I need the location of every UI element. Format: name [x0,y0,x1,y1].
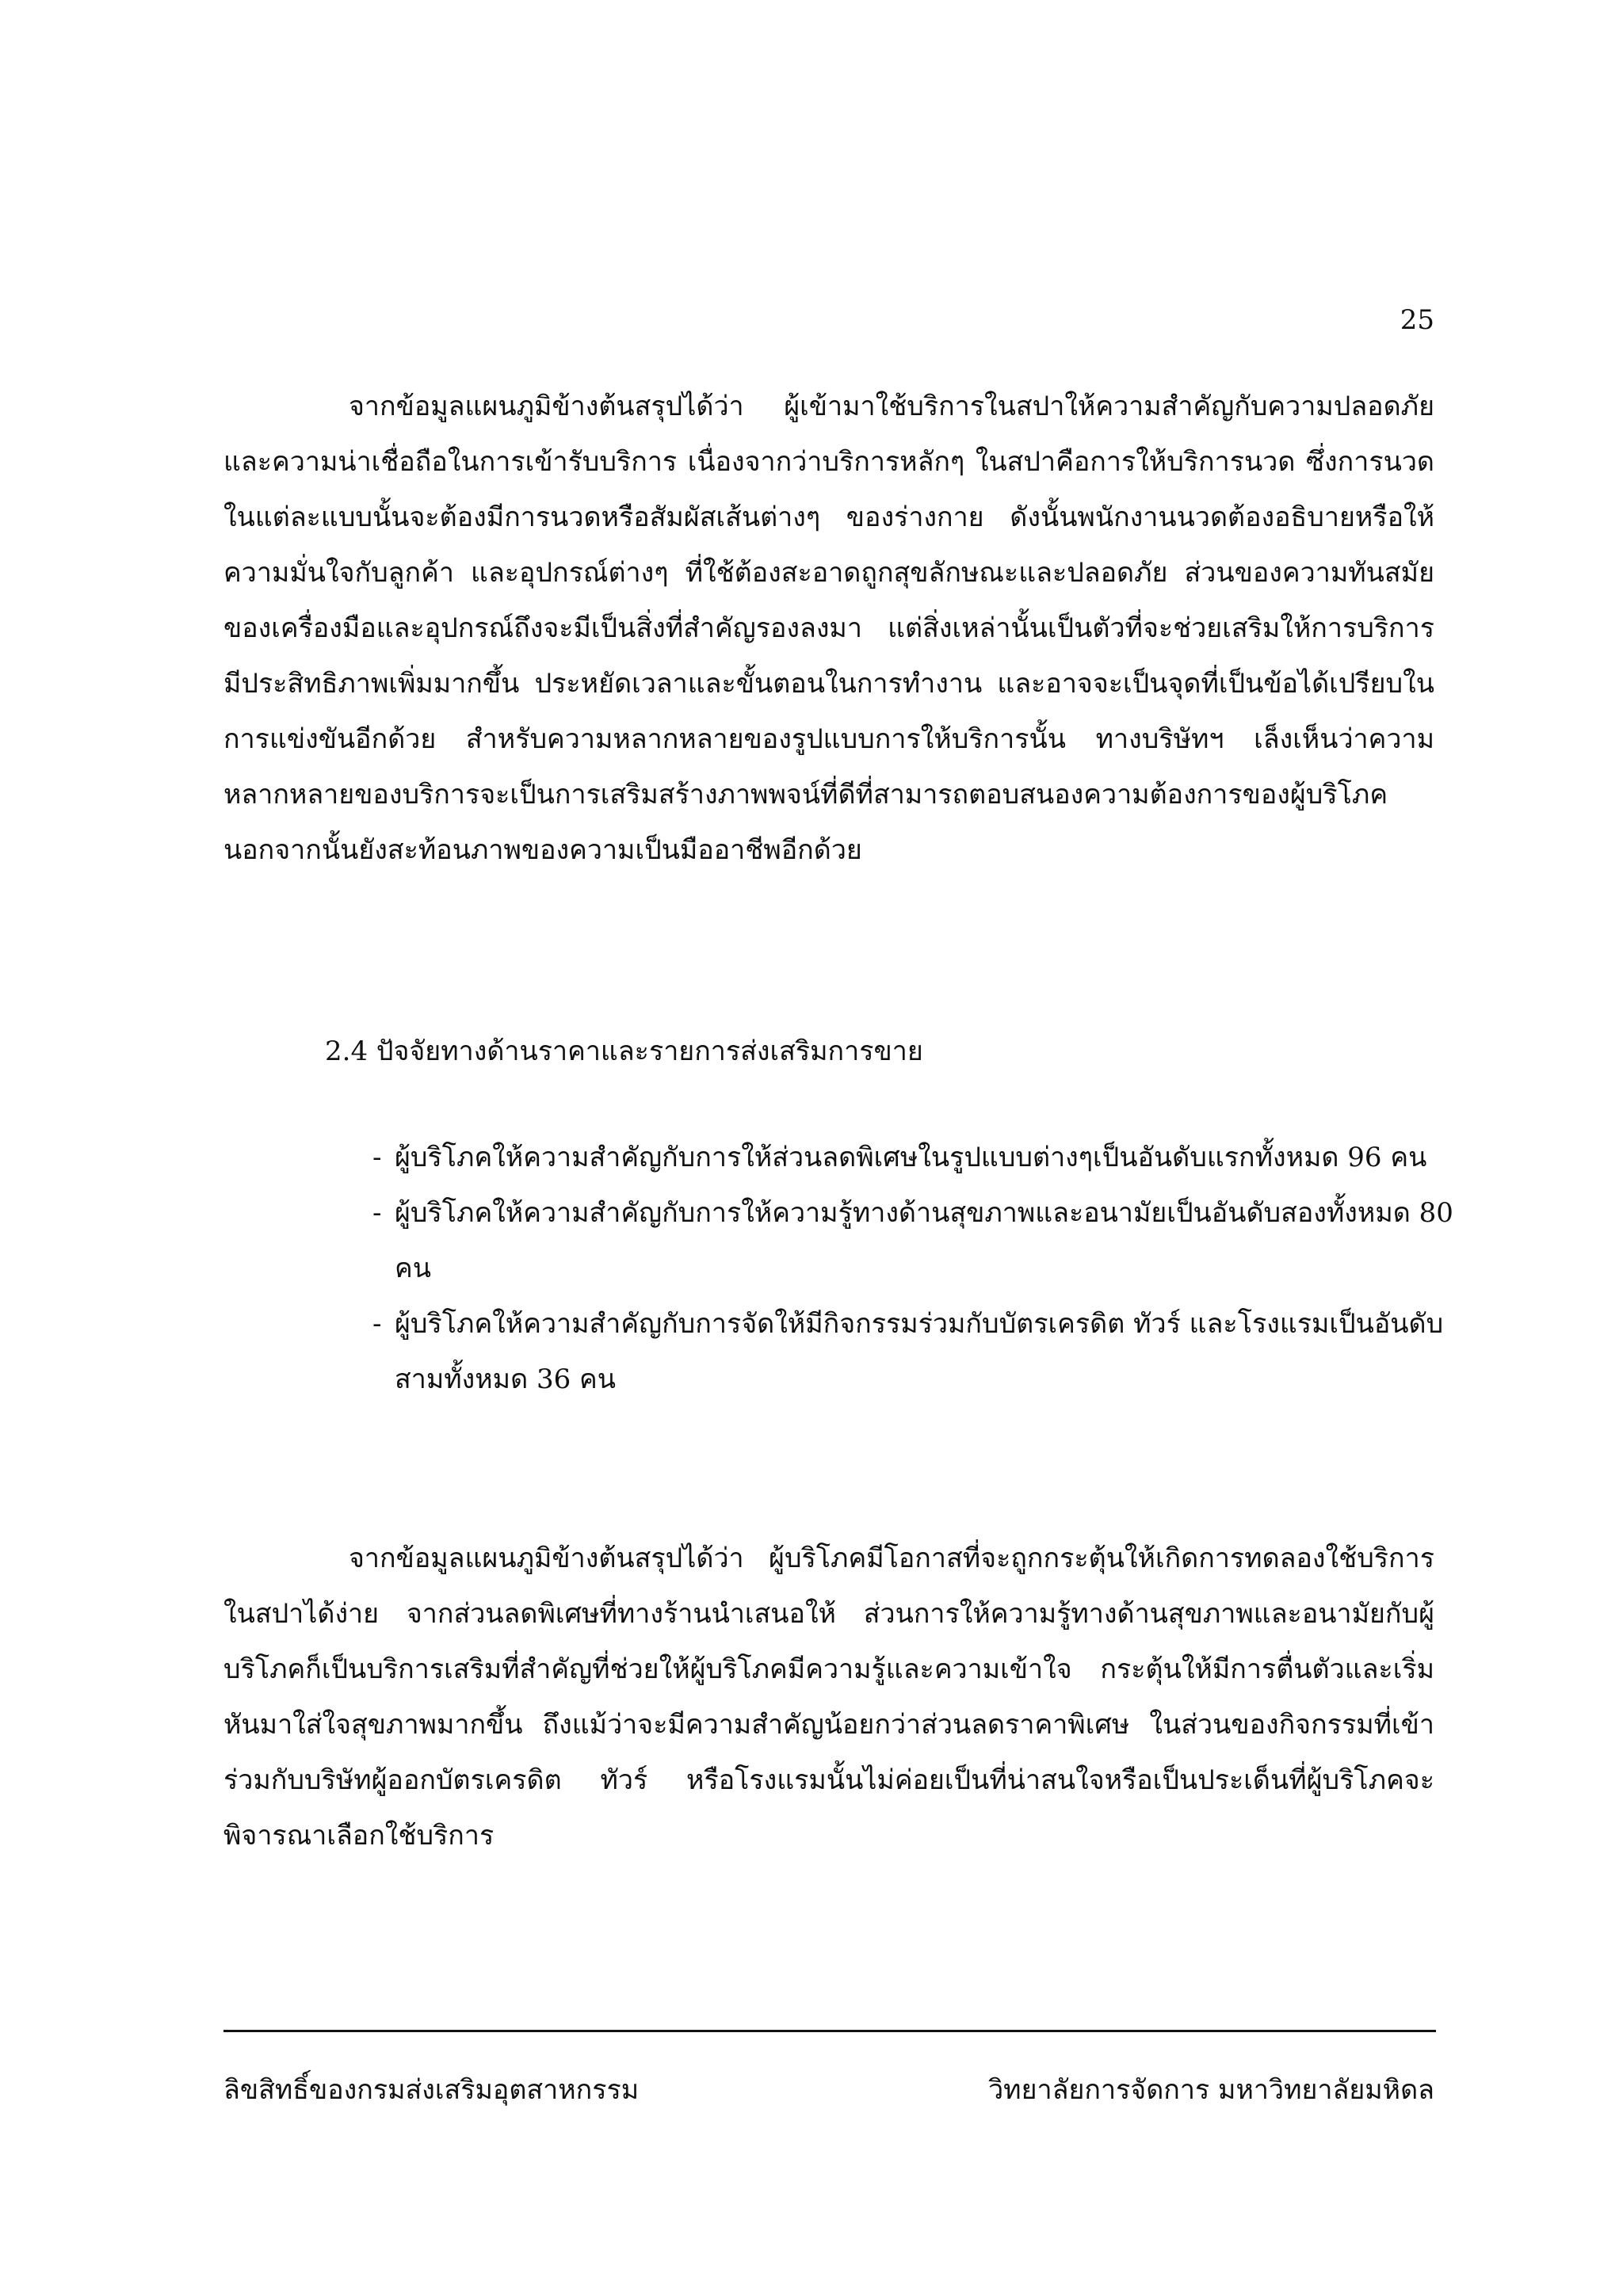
list-item [372,1296,1466,1407]
bullet-list [372,1130,1466,1407]
bullet-dash: - [372,1308,382,1340]
bullet-dash: - [372,1197,382,1229]
list-item [372,1185,1466,1296]
list-item-text: ผู้บริโภคให้ความสำคัญกับการให้ความรู้ทางด้านสุขภาพและอนามัยเป็นอันดับสองทั้งหมด 80 คน [395,1197,1453,1284]
list-item-text: ผู้บริโภคให้ความสำคัญกับการให้ส่วนลดพิเศษในรูปแบบต่างๆเป็นอันดับแรกทั้งหมด 96 คน [395,1142,1427,1173]
section-heading: 2.4 ปัจจัยทางด้านราคาและรายการส่งเสริมการขาย [325,1035,923,1067]
body-paragraph-1: จากข้อมูลแผนภูมิข้างต้นสรุปได้ว่า ผู้เข้ามาใช้บริการในสปาให้ความสำคัญกับความปลอดภัยและความน่าเชื่อถือในการเข้ารับบริการ เนื่องจากว่าบริการหลักๆ ในสปาคือการให้บริการนวด ซึ่งการนวดในแต่ละแบบนั้นจะต้องมีการนวดหรือสัมผัสเส้นต่างๆ ของร่างกาย ดังนั้นพนักงานนวดต้องอธิบายหรือให้ความมั่นใจกับลูกค้า และอุปกรณ์ต่างๆ ที่ใช้ต้องสะอาดถูกสุขลักษณะและปลอดภัย ส่วนของความทันสมัยของเครื่องมือและอุปกรณ์ถึงจะมีเป็นสิ่งที่สำคัญรองลงมา แต่สิ่งเหล่านั้นเป็นตัวที่จะช่วยเสริมให้การบริการมีประสิทธิภาพเพิ่มมากขึ้น ประหยัดเวลาและขั้นตอนในการทำงาน และอาจจะเป็นจุดที่เป็นข้อได้เปรียบในการแข่งขันอีกด้วย สำหรับความหลากหลายของรูปแบบการให้บริการนั้น ทางบริษัทฯ เล็งเห็นว่าความหลากหลายของบริการจะเป็นการเสริมสร้างภาพพจน์ที่ดีที่สามารถตอบสนองความต้องการของผู้บริโภคนอกจากนั้นยังสะท้อนภาพของความเป็นมืออาชีพอีกด้วย [223,391,1434,866]
footer-copyright: ลิขสิทธิ์ของกรมส่งเสริมอุตสาหกรรม [223,2074,640,2106]
bullet-dash: - [372,1142,382,1173]
footer-rule [223,2030,1436,2032]
list-item-text: ผู้บริโภคให้ความสำคัญกับการจัดให้มีกิจกรรมร่วมกับบัตรเครดิต ทัวร์ และโรงแรมเป็นอันดับสามทั้งหมด 36 คน [395,1308,1444,1395]
page-number: 25 [1400,304,1434,336]
body-paragraph-2: จากข้อมูลแผนภูมิข้างต้นสรุปได้ว่า ผู้บริโภคมีโอกาสที่จะถูกกระตุ้นให้เกิดการทดลองใช้บริการในสปาได้ง่าย จากส่วนลดพิเศษที่ทางร้านนำเสนอให้ ส่วนการให้ความรู้ทางด้านสุขภาพและอนามัยกับผู้บริโภคก็เป็นบริการเสริมที่สำคัญที่ช่วยให้ผู้บริโภคมีความรู้และความเข้าใจ กระตุ้นให้มีการตื่นตัวและเริ่มหันมาใส่ใจสุขภาพมากขึ้น ถึงแม้ว่าจะมีความสำคัญน้อยกว่าส่วนลดราคาพิเศษ ในส่วนของกิจกรรมที่เข้าร่วมกับบริษัทผู้ออกบัตรเครดิต ทัวร์ หรือโรงแรมนั้นไม่ค่อยเป็นที่น่าสนใจหรือเป็นประเด็นที่ผู้บริโภคจะพิจารณาเลือกใช้บริการ [223,1543,1434,1852]
footer-institution: วิทยาลัยการจัดการ มหาวิทยาลัยมหิดล [988,2074,1434,2106]
list-item [372,1130,1466,1185]
